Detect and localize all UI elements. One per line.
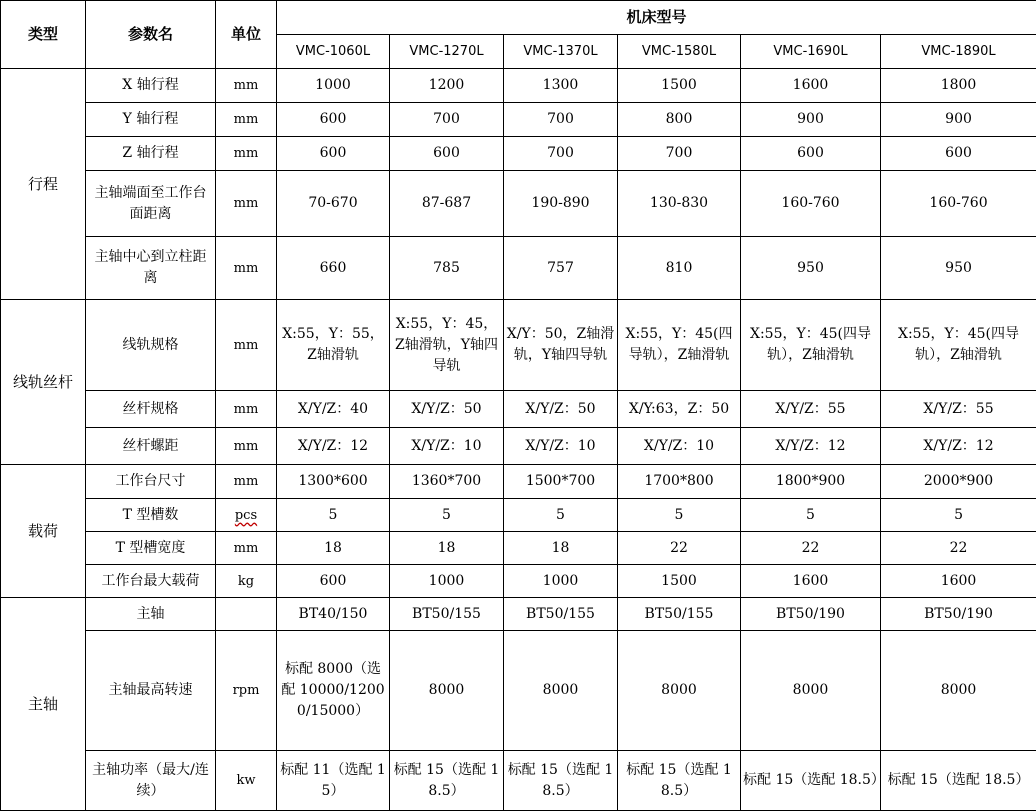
value-cell: 160-760 [881,171,1036,237]
table-row [1,103,1036,137]
value-cell: 5 [504,499,618,532]
table-row [1,428,1036,465]
model-header: VMC-1370L [504,35,618,69]
value-cell: 950 [881,237,1036,300]
param-cell: 丝杆规格 [86,391,216,428]
value-cell: 22 [618,532,741,565]
value-cell: 1200 [390,69,504,103]
value-cell: 70-670 [277,171,390,237]
value-cell: 190-890 [504,171,618,237]
value-cell: X/Y/Z：12 [277,428,390,465]
value-cell: 标配 8000（选配 10000/12000/15000） [277,631,390,751]
value-cell: 8000 [390,631,504,751]
param-cell: 主轴中心到立柱距离 [86,237,216,300]
category-cell: 线轨丝杆 [1,300,86,465]
value-cell: 950 [741,237,881,300]
value-cell: 5 [741,499,881,532]
value-cell: 1700*800 [618,465,741,499]
value-cell: X/Y/Z：10 [504,428,618,465]
value-cell: 标配 15（选配 18.5） [504,751,618,811]
value-cell: 5 [277,499,390,532]
table-row [1,598,1036,631]
value-cell: 标配 15（选配 18.5） [618,751,741,811]
table-row [1,565,1036,598]
model-header: VMC-1580L [618,35,741,69]
value-cell: 1360*700 [390,465,504,499]
value-cell: 22 [741,532,881,565]
value-cell: X/Y：50，Z轴滑轨，Y轴四导轨 [504,300,618,391]
header-machine-model: 机床型号 [277,1,1036,35]
value-cell: 900 [741,103,881,137]
value-cell: 1600 [741,565,881,598]
value-cell: 1300 [504,69,618,103]
unit-cell: mm [216,137,277,171]
table-row [1,631,1036,751]
value-cell: 18 [504,532,618,565]
value-cell: 700 [618,137,741,171]
value-cell: X/Y/Z：55 [881,391,1036,428]
value-cell: 标配 15（选配 18.5） [881,751,1036,811]
value-cell: BT50/190 [741,598,881,631]
value-cell: 标配 15（选配 18.5） [390,751,504,811]
param-cell: 线轨规格 [86,300,216,391]
model-header: VMC-1270L [390,35,504,69]
value-cell: 1500 [618,565,741,598]
value-cell: 600 [881,137,1036,171]
value-cell: BT50/155 [504,598,618,631]
value-cell: 8000 [504,631,618,751]
value-cell: BT40/150 [277,598,390,631]
table-row [1,499,1036,532]
value-cell: X:55，Y：45(四导轨），Z轴滑轨 [881,300,1036,391]
table-row [1,69,1036,103]
param-cell: 丝杆螺距 [86,428,216,465]
param-cell: Z 轴行程 [86,137,216,171]
unit-cell: mm [216,300,277,391]
value-cell: 160-760 [741,171,881,237]
value-cell: 5 [618,499,741,532]
model-header: VMC-1690L [741,35,881,69]
value-cell: 1000 [504,565,618,598]
header-unit: 单位 [216,1,277,69]
param-cell: 工作台尺寸 [86,465,216,499]
value-cell: 900 [881,103,1036,137]
category-cell: 主轴 [1,598,86,811]
value-cell: X/Y/Z：50 [504,391,618,428]
table-row [1,137,1036,171]
value-cell: X/Y/Z：50 [390,391,504,428]
value-cell: 700 [504,103,618,137]
value-cell: BT50/155 [390,598,504,631]
table-row [1,171,1036,237]
unit-cell [216,499,277,532]
value-cell: 785 [390,237,504,300]
value-cell: 1000 [390,565,504,598]
param-cell: T 型槽宽度 [86,532,216,565]
value-cell: 600 [277,103,390,137]
value-cell: 5 [390,499,504,532]
value-cell: 1800 [881,69,1036,103]
value-cell: 标配 11（选配 15） [277,751,390,811]
unit-cell: rpm [216,631,277,751]
unit-cell: mm [216,428,277,465]
value-cell: BT50/155 [618,598,741,631]
unit-cell: mm [216,103,277,137]
value-cell: 800 [618,103,741,137]
value-cell: 18 [390,532,504,565]
value-cell: 1800*900 [741,465,881,499]
value-cell: 1600 [881,565,1036,598]
unit-cell: mm [216,171,277,237]
param-cell: 工作台最大载荷 [86,565,216,598]
value-cell: X:55，Y：45(四导轨），Z轴滑轨 [741,300,881,391]
value-cell: 8000 [881,631,1036,751]
value-cell: 660 [277,237,390,300]
value-cell: 757 [504,237,618,300]
value-cell: 810 [618,237,741,300]
header-param: 参数名 [86,1,216,69]
value-cell: 600 [277,137,390,171]
unit-cell: mm [216,69,277,103]
value-cell: 1600 [741,69,881,103]
value-cell: 1500*700 [504,465,618,499]
param-cell: 主轴端面至工作台面距离 [86,171,216,237]
value-cell: 1000 [277,69,390,103]
value-cell: 8000 [741,631,881,751]
param-cell: 主轴 [86,598,216,631]
value-cell: 18 [277,532,390,565]
category-cell: 载荷 [1,465,86,598]
value-cell: 700 [504,137,618,171]
value-cell: 1500 [618,69,741,103]
unit-text: pcs [234,507,258,523]
value-cell: X:55，Y：45，Z轴滑轨，Y轴四导轨 [390,300,504,391]
value-cell: X:55，Y：55，Z轴滑轨 [277,300,390,391]
header-type: 类型 [1,1,86,69]
value-cell: 标配 15（选配 18.5） [741,751,881,811]
value-cell: 22 [881,532,1036,565]
unit-cell: mm [216,237,277,300]
unit-cell: mm [216,391,277,428]
value-cell: 600 [390,137,504,171]
unit-cell [216,598,277,631]
param-cell: 主轴功率（最大/连续） [86,751,216,811]
value-cell: 600 [741,137,881,171]
param-cell: T 型槽数 [86,499,216,532]
value-cell: X/Y/Z：10 [390,428,504,465]
value-cell: 2000*900 [881,465,1036,499]
value-cell: X/Y/Z：10 [618,428,741,465]
category-cell: 行程 [1,69,86,300]
model-header: VMC-1060L [277,35,390,69]
value-cell: X/Y/Z：12 [741,428,881,465]
table-row [1,391,1036,428]
unit-cell: kw [216,751,277,811]
param-cell: Y 轴行程 [86,103,216,137]
unit-cell: mm [216,532,277,565]
value-cell: X/Y/Z：12 [881,428,1036,465]
table-row [1,300,1036,391]
unit-cell: kg [216,565,277,598]
value-cell: 87-687 [390,171,504,237]
value-cell: X/Y/Z：40 [277,391,390,428]
value-cell: 700 [390,103,504,137]
model-header: VMC-1890L [881,35,1036,69]
value-cell: 130-830 [618,171,741,237]
value-cell: 5 [881,499,1036,532]
value-cell: X:55，Y：45(四导轨），Z轴滑轨 [618,300,741,391]
table-row [1,532,1036,565]
value-cell: 600 [277,565,390,598]
value-cell: X/Y/Z：55 [741,391,881,428]
value-cell: 1300*600 [277,465,390,499]
table-row [1,465,1036,499]
table-row [1,237,1036,300]
table-row [1,751,1036,811]
value-cell: BT50/190 [881,598,1036,631]
value-cell: X/Y:63，Z：50 [618,391,741,428]
value-cell: 8000 [618,631,741,751]
unit-cell: mm [216,465,277,499]
param-cell: 主轴最高转速 [86,631,216,751]
param-cell: X 轴行程 [86,69,216,103]
